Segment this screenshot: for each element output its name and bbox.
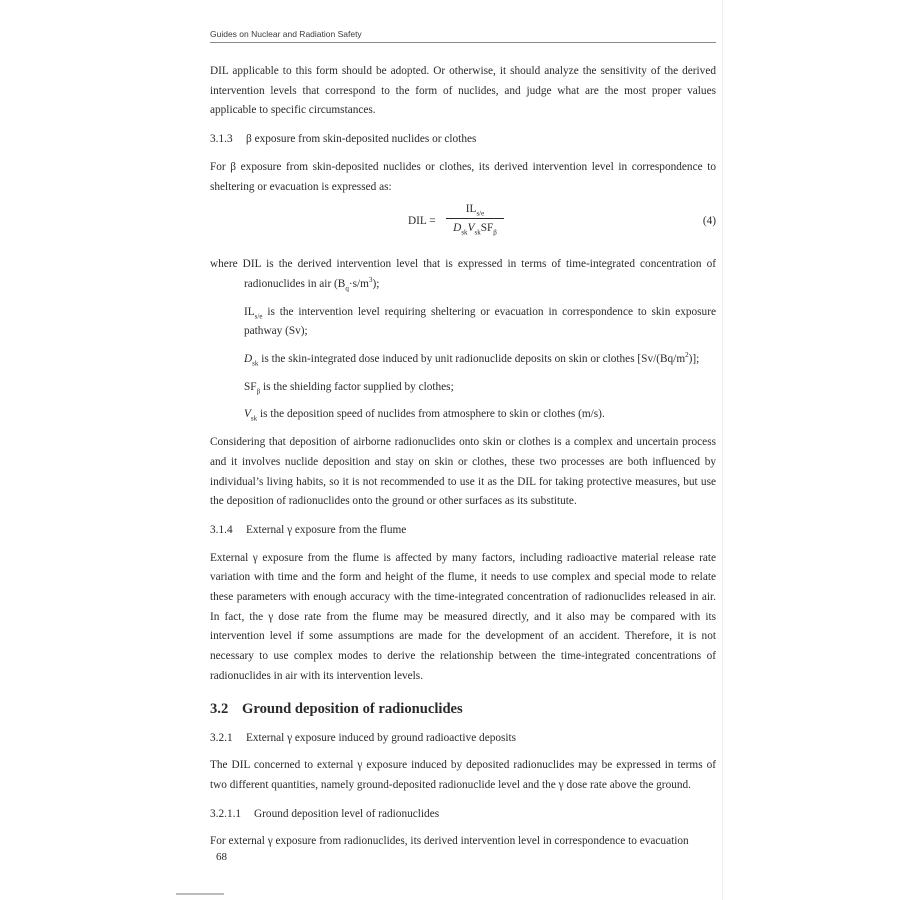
equation-4 <box>210 201 716 245</box>
paragraph-dil-concerned: The DIL concerned to external γ exposure induced by deposited radionuclides may be expressed in terms of two different quantities, namely ground-deposited radionuclide level and the γ dose rate above the ground. <box>210 759 716 791</box>
definition-end: )]; <box>688 353 700 366</box>
definition-end: ); <box>372 277 380 290</box>
definition-dil <box>210 255 716 294</box>
definition-symbol: V <box>244 408 251 421</box>
heading-3-2-1 <box>210 729 716 749</box>
heading-title: β exposure from skin-deposited nuclides or clothes <box>246 133 477 146</box>
body-text <box>210 62 716 852</box>
definition-text: is the deposition speed of nuclides from atmosphere to skin or clothes (m/s). <box>257 408 605 421</box>
definition-superscript: 2 <box>685 351 689 360</box>
fraction-bar <box>446 218 504 219</box>
definition-text: is the intervention level requiring sheltering or evacuation in correspondence to skin exposure pathway (Sv); <box>244 305 716 338</box>
definition-subscript: sk <box>250 414 258 423</box>
paragraph-last: For external γ exposure from radionuclides, its derived intervention level in correspondence to evacuation <box>210 835 689 848</box>
heading-title: External γ exposure induced by ground radioactive deposits <box>246 731 517 744</box>
equation-number: (4) <box>702 215 716 228</box>
denominator-sf-subscript: β <box>493 228 497 237</box>
denominator-v-subscript: sk <box>474 228 481 237</box>
numerator-subscript: s/e <box>476 209 485 218</box>
denominator-sf: SF <box>480 222 494 235</box>
heading-3-2 <box>210 698 716 720</box>
definition-text: where DIL is the derived intervention level that is expressed in terms of time-integrated concentration of radionuclides in air (B <box>210 258 716 290</box>
definition-symbol: IL <box>244 305 255 318</box>
definition-subscript: sk <box>252 359 259 368</box>
definition-superscript: 3 <box>368 276 373 285</box>
heading-number: 3.2 <box>210 700 229 717</box>
denominator-v: V <box>467 222 475 235</box>
definition-subscript: q <box>345 284 349 293</box>
heading-number: 3.2.1.1 <box>210 807 242 820</box>
paragraph-beta-exposure: For β exposure from skin-deposited nuclides or clothes, its derived intervention level in correspondence to sheltering or evacuation is expressed as: <box>210 160 716 193</box>
definition-text: is the shielding factor supplied by clothes; <box>260 380 454 393</box>
heading-title: Ground deposition level of radionuclides <box>254 807 440 820</box>
page-number: 68 <box>216 851 227 863</box>
heading-3-1-4 <box>210 521 716 541</box>
heading-title: Ground deposition of radionuclides <box>242 700 463 717</box>
definition-symbol: D <box>244 353 253 366</box>
definition-unit: ·s/m <box>348 277 369 290</box>
definition-subscript: s/e <box>254 311 263 320</box>
heading-3-1-3 <box>210 130 716 150</box>
heading-title: External γ exposure from the flume <box>246 523 407 536</box>
gutter-shadow <box>722 0 723 900</box>
heading-3-2-1-1 <box>210 805 716 825</box>
equation-denominator <box>446 220 504 236</box>
equation-fraction <box>446 201 504 236</box>
definition-il <box>210 303 716 342</box>
definition-subscript: β <box>256 386 261 395</box>
heading-number: 3.1.4 <box>210 523 233 536</box>
definition-dsk <box>210 350 716 370</box>
heading-number: 3.1.3 <box>210 133 233 146</box>
paragraph-intro: DIL applicable to this form should be adopted. Or otherwise, it should analyze the sensitivity of the derived intervention levels that correspond to the form of nuclides, and judge what are the most proper values applicable to specific circumstances. <box>210 65 716 117</box>
equation-numerator <box>446 201 504 217</box>
denominator-d-subscript: sk <box>461 228 468 237</box>
paragraph-considering: Considering that deposition of airborne radionuclides onto skin or clothes is a complex and uncertain process and it involves nuclide deposition and stay on skin or clothes, these two processes are both influenced by individual’s living habits, so it is not recommended to use it as the DIL for taking protective measures, but use the deposition of radionuclides onto the ground or other surfaces as its substitute. <box>210 436 716 508</box>
heading-number: 3.2.1 <box>210 731 233 744</box>
definition-symbol: SF <box>244 380 257 393</box>
equation-lhs: DIL = <box>408 215 436 228</box>
denominator-d: D <box>453 222 462 235</box>
bottom-edge-mark <box>176 893 224 895</box>
running-header: Guides on Nuclear and Radiation Safety <box>210 29 362 39</box>
definition-sf <box>210 378 716 398</box>
header-rule <box>210 42 716 43</box>
paragraph-flume: External γ exposure from the flume is affected by many factors, including radioactive material release rate variation with time and the form and height of the flume, it needs to use complex and special mode to relate these parameters with enough accuracy with the time-integrated concentration of radionuclides released in air. In fact, the γ dose rate from the flume may be measured directly, and it also may be compared with its intervention level if some assumptions are made for the development of an accident. Therefore, it is not necessary to use complex modes to derive the relationship between the time-integrated concentrations of radionuclides in air with its intervention levels. <box>210 551 716 682</box>
definition-vsk <box>210 405 716 425</box>
definition-text: is the skin-integrated dose induced by unit radionuclide deposits on skin or clothes [Sv/(Bq/m <box>258 353 686 366</box>
numerator-symbol: IL <box>465 203 477 216</box>
